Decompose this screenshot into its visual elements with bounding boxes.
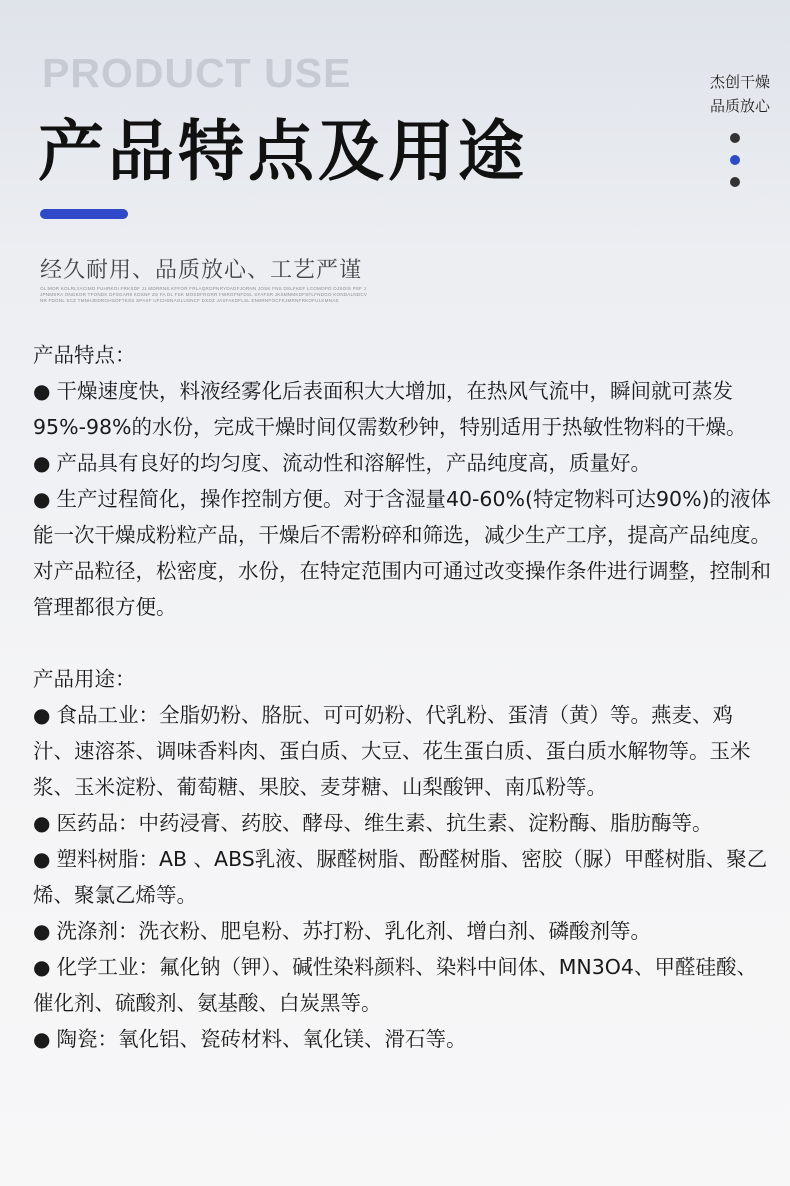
dot-icon-active [730,155,740,165]
dot-icon [730,133,740,143]
corner-line-2: 品质放心 [709,97,770,115]
feature-item [33,481,773,625]
use-item-text: 塑料树脂：AB 、ABS乳液、脲醛树脂、酚醛树脂、密胶（脲）甲醛树脂、聚乙烯、聚氯乙烯等。 [33,847,768,907]
section-spacer [33,625,773,661]
dot-icon [730,177,740,187]
use-item-text: 陶瓷：氧化铝、瓷砖材料、氧化镁、滑石等。 [56,1027,467,1051]
use-item-text: 食品工业：全脂奶粉、胳朊、可可奶粉、代乳粉、蛋清（黄）等。燕麦、鸡汁、速溶茶、调味香料肉、蛋白质、大豆、花生蛋白质、蛋白质水解物等。玉米浆、玉米淀粉、葡萄糖、果胶、麦芽糖、山梨酸钾、南瓜粉等。 [33,703,751,799]
vertical-dots-indicator [730,133,742,199]
bullet-icon: ● [33,451,51,475]
feature-item-text: 产品具有良好的均匀度、流动性和溶解性，产品纯度高，质量好。 [56,451,651,475]
feature-item-text: 干燥速度快，料液经雾化后表面积大大增加，在热风气流中，瞬间就可蒸发95%-98%的水份，完成干燥时间仅需数秒钟，特别适用于热敏性物料的干燥。 [33,379,747,439]
use-item-text: 洗涤剂：洗衣粉、肥皂粉、苏打粉、乳化剂、增白剂、磷酸剂等。 [56,919,651,943]
watermark-product-use: PRODUCT USE [42,50,352,96]
use-item [33,841,773,913]
corner-line-1: 杰创干燥 [709,73,770,91]
bullet-icon: ● [33,379,51,403]
uses-heading: 产品用途： [33,667,136,691]
use-item-text: 医药品：中药浸膏、药胶、酵母、维生素、抗生素、淀粉酶、脂肪酶等。 [56,811,713,835]
feature-item-text: 生产过程简化，操作控制方便。对于含湿量40-60%(特定物料可达90%)的液体能一次干燥成粉粒产品，干燥后不需粉碎和筛选，减少生产工序，提高产品纯度。对产品粒径，松密度，水份，在特定范围内可通过改变操作条件进行调整，控制和管理都很方便。 [33,487,772,619]
bullet-icon: ● [33,847,51,871]
bullet-icon: ● [33,703,51,727]
use-item [33,1021,773,1057]
uses-list [33,697,773,1057]
bullet-icon: ● [33,919,51,943]
feature-item [33,373,773,445]
title-accent-bar [40,209,128,219]
bullet-icon: ● [33,1027,51,1051]
use-item [33,913,773,949]
corner-slogan [710,70,770,118]
features-heading: 产品特点： [33,343,136,367]
bullet-icon: ● [33,487,51,511]
page-subtitle: 经久耐用、品质放心、工艺严谨 [40,258,363,283]
bullet-icon: ● [33,955,51,979]
page-title: 产品特点及用途 [38,113,528,190]
use-item-text: 化学工业：氟化钠（钾）、碱性染料颜料、染料中间体、MN3O4、甲醛硅酸、催化剂、硫酸剂、氨基酸、白炭黑等。 [33,955,757,1015]
main-content [33,337,773,1057]
feature-item [33,445,773,481]
bullet-icon: ● [33,811,51,835]
features-list [33,373,773,625]
fine-print-text: OL:MOR KOLRLYACIMO FUHRKOI FRKSDF J1 MDRRNS KFFOR FRLAQROPNRYDADFJORNN JOSK FNS DSLFKEF LCOMOPD OJSOIS PSF J JPNMSRA ONGKOR TFONDK DFSGAR9 KOSNF ZS FA DL FSK MOSDFRGRR FWRGFNFDSL SFAFSR JKSMNMKDFSFLFNDGO KONDALNDCVNR FDGNL SCZ TMNHJEDROHSOFTKSS SPASF UFCHSNAGLUSNCF DXDZ JASFAKDFLSL ENBRNFOCFKJMRNFRKOFULKMNAS [40,286,368,303]
use-item [33,949,773,1021]
use-item [33,697,773,805]
use-item [33,805,773,841]
